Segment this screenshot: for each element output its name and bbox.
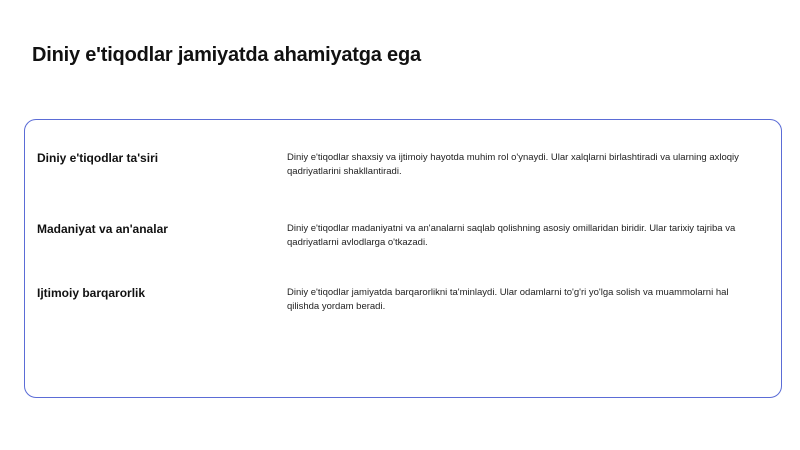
row-text: Diniy e'tiqodlar jamiyatda barqarorlikni ta'minlaydi. Ular odamlarni to'g'ri yo'lga solish va muammolarni hal qilishda yordam beradi. bbox=[287, 287, 729, 312]
row-heading: Madaniyat va an'analar bbox=[37, 222, 168, 236]
row-text: Diniy e'tiqodlar shaxsiy va ijtimoiy hayotda muhim rol o'ynaydi. Ular xalqlarni birlashtiradi va ularning axloqiy qadriyatlarini shakllantiradi. bbox=[287, 152, 739, 177]
row-heading: Diniy e'tiqodlar ta'siri bbox=[37, 151, 159, 165]
row-text: Diniy e'tiqodlar madaniyatni va an'analarni saqlab qolishning asosiy omillaridan biridir. Ular tarixiy tajriba va qadriyatlarni avlodlarga o'tkazadi. bbox=[287, 223, 736, 248]
slide-title: Diniy e'tiqodlar jamiyatda ahamiyatga ega bbox=[32, 44, 421, 66]
row-heading: Ijtimoiy barqarorlik bbox=[37, 286, 146, 300]
content-card bbox=[24, 119, 782, 398]
